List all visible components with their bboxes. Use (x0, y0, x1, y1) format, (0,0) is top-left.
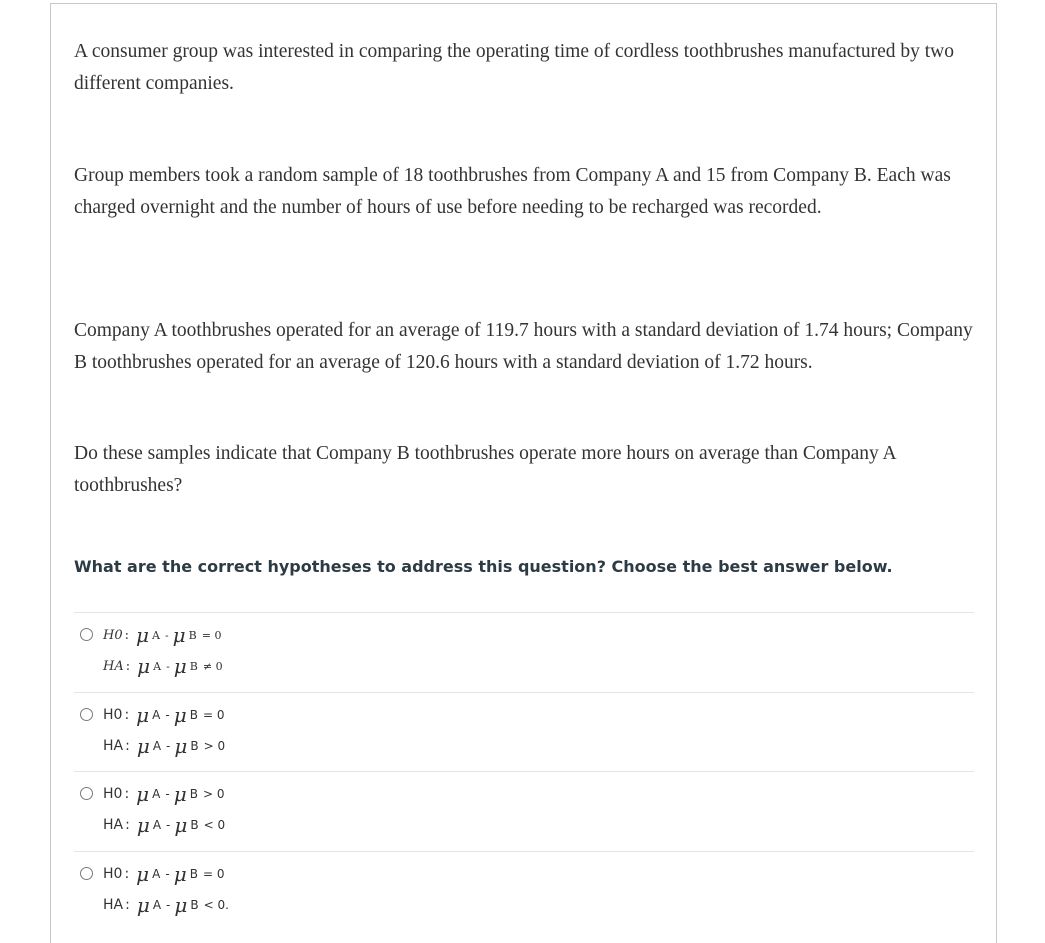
alternative-hypothesis: HA : μ A - μ B ≠ 0 (103, 654, 223, 678)
answer-option-2[interactable] (74, 693, 974, 771)
null-hypothesis: H0 : μ A - μ B = 0 (103, 623, 222, 647)
alternative-hypothesis: HA : μ A - μ B < 0. (103, 893, 229, 917)
question-prompt: What are the correct hypotheses to address this question? Choose the best answer below. (74, 557, 893, 576)
null-hypothesis: H0 : μ A - μ B > 0 (103, 782, 225, 806)
radio-button-1[interactable] (80, 628, 93, 641)
alternative-hypothesis: HA : μ A - μ B < 0 (103, 813, 226, 837)
answer-option-1[interactable] (74, 613, 974, 691)
null-hypothesis: H0 : μ A - μ B = 0 (103, 862, 225, 886)
radio-button-4[interactable] (80, 867, 93, 880)
radio-button-3[interactable] (80, 787, 93, 800)
problem-paragraph-statistics: Company A toothbrushes operated for an average of 119.7 hours with a standard deviation of 1.74 hours; Company B toothbrushes operated for an average of 120.6 hours with a standard deviation of 1.72 hours. (74, 320, 973, 373)
alternative-hypothesis: HA : μ A - μ B > 0 (103, 734, 226, 758)
problem-paragraph-sampling: Group members took a random sample of 18 toothbrushes from Company A and 15 from Company B. Each was charged overnight and the number of hours of use before needing to be recharged was recorded. (74, 165, 951, 218)
radio-button-2[interactable] (80, 708, 93, 721)
answer-option-4[interactable] (74, 852, 974, 930)
answer-option-3[interactable] (74, 772, 974, 850)
problem-paragraph-question: Do these samples indicate that Company B toothbrushes operate more hours on average than Company A toothbrushes? (74, 443, 896, 496)
null-hypothesis: H0 : μ A - μ B = 0 (103, 703, 225, 727)
problem-paragraph-intro: A consumer group was interested in comparing the operating time of cordless toothbrushes manufactured by two different companies. (74, 41, 954, 94)
